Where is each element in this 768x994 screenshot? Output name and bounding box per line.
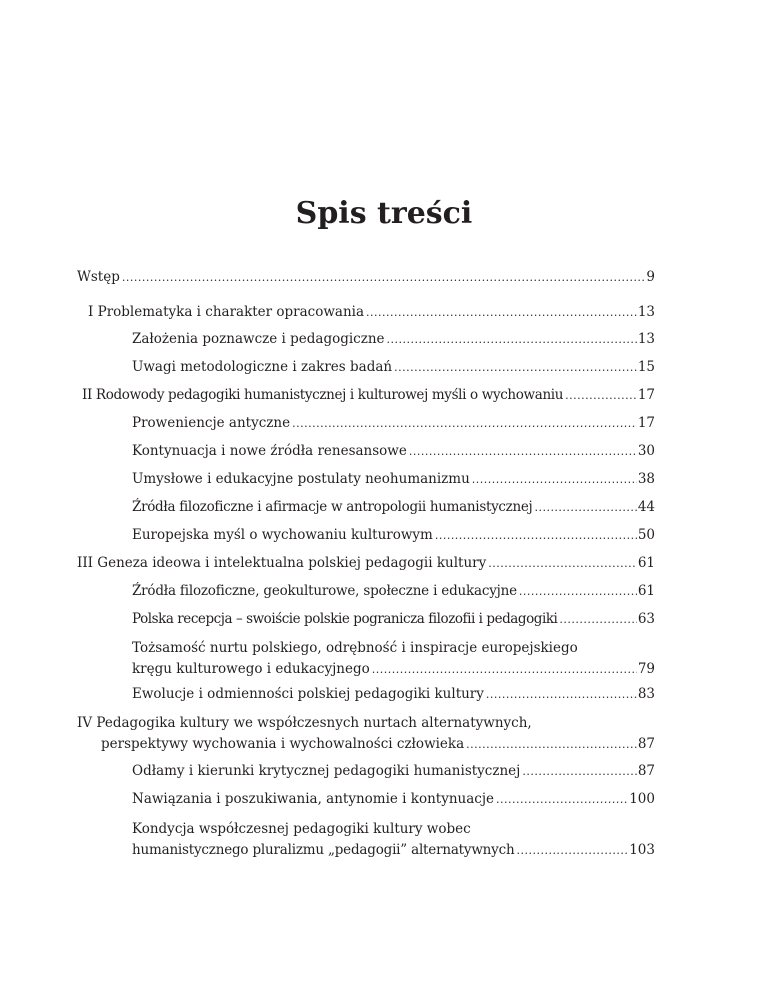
toc-entry-section[interactable] xyxy=(132,357,655,378)
toc-entry-title: I Problematyka i charakter opracowania xyxy=(88,304,365,320)
toc-entry-page: 83 xyxy=(637,686,655,702)
toc-entry-page: 103 xyxy=(629,842,655,858)
toc-entry-chapter-1[interactable] xyxy=(88,302,655,323)
toc-entry-page: 100 xyxy=(629,791,655,807)
dot-leader xyxy=(559,609,636,630)
dot-leader xyxy=(435,525,637,546)
dot-leader xyxy=(366,302,637,323)
dot-leader xyxy=(486,684,637,705)
toc-entry-section[interactable] xyxy=(132,469,655,490)
dot-leader xyxy=(292,413,637,434)
toc-entry-section[interactable] xyxy=(132,684,655,705)
toc-entry-title: Odłamy i kierunki krytycznej pedagogiki humanistycznej xyxy=(132,763,521,779)
toc-entry-page: 63 xyxy=(637,611,655,627)
toc-entry-page: 17 xyxy=(637,387,655,403)
toc-entry-section[interactable] xyxy=(132,761,655,782)
toc-entry-title-line: Kondycja współczesnej pedagogiki kultury wobec xyxy=(132,821,471,837)
dot-leader xyxy=(496,789,628,810)
toc-entry-page: 30 xyxy=(637,443,655,459)
toc-entry-title: Źródła filozoficzne, geokulturowe, społeczne i edukacyjne xyxy=(132,583,517,599)
toc-entry-title: Proweniencje antyczne xyxy=(132,415,291,431)
dot-leader xyxy=(372,659,637,680)
toc-entry-title: Europejska myśl o wychowaniu kulturowym xyxy=(132,527,433,543)
toc-entry-page: 61 xyxy=(637,555,655,571)
toc-entry-section[interactable] xyxy=(132,441,655,462)
toc-entry-page: 9 xyxy=(646,269,655,285)
toc-entry-page: 44 xyxy=(637,499,655,515)
dot-leader xyxy=(522,761,636,782)
toc-entry-chapter-3[interactable] xyxy=(77,553,655,574)
toc-entry-section[interactable] xyxy=(132,638,655,680)
toc-entry-page: 79 xyxy=(637,661,655,677)
toc-entry-page: 15 xyxy=(637,359,655,375)
toc-entry-page: 13 xyxy=(637,331,655,347)
toc-entry-title: kręgu kulturowego i edukacyjnego xyxy=(132,661,370,677)
toc-entry-title: Kontynuacja i nowe źródła renesansowe xyxy=(132,443,407,459)
toc-entry-page: 87 xyxy=(637,763,655,779)
toc-entry-section[interactable] xyxy=(132,609,655,630)
dot-leader xyxy=(534,497,636,518)
toc-entry-section[interactable] xyxy=(132,581,655,602)
toc-entry-page: 17 xyxy=(637,415,655,431)
toc-entry-page: 38 xyxy=(637,471,655,487)
toc-entry-title: Ewolucje i odmienności polskiej pedagogiki kultury xyxy=(132,686,484,702)
dot-leader xyxy=(394,357,637,378)
dot-leader xyxy=(519,581,637,602)
dot-leader xyxy=(516,840,628,861)
toc-entry-page: 13 xyxy=(637,304,655,320)
toc-entry-title-line: IV Pedagogika kultury we współczesnych nurtach alternatywnych, xyxy=(77,715,532,731)
toc-entry-title: III Geneza ideowa i intelektualna polskiej pedagogii kultury xyxy=(77,555,487,571)
dot-leader xyxy=(387,329,637,350)
dot-leader xyxy=(472,469,637,490)
dot-leader xyxy=(565,385,637,406)
toc-entry-title: Źródła filozoficzne i afirmacje w antropologii humanistycznej xyxy=(132,499,533,515)
toc-entry-title: Wstęp xyxy=(77,269,120,285)
toc-entry-section[interactable] xyxy=(132,525,655,546)
toc-entry-title: Umysłowe i edukacyjne postulaty neohumanizmu xyxy=(132,471,470,487)
toc-entry-title: Uwagi metodologiczne i zakres badań xyxy=(132,359,393,375)
toc-entry-section[interactable] xyxy=(132,497,655,518)
dot-leader xyxy=(488,553,637,574)
toc-entry-title-line: Tożsamość nurtu polskiego, odrębność i inspiracje europejskiego xyxy=(132,640,578,656)
toc-entry-wstep[interactable] xyxy=(77,267,655,288)
toc-entry-section[interactable] xyxy=(132,789,655,810)
toc-entry-chapter-2[interactable] xyxy=(82,385,655,406)
toc-entry-section[interactable] xyxy=(132,413,655,434)
toc-entry-section[interactable] xyxy=(132,819,655,861)
toc-entry-chapter-4[interactable] xyxy=(77,713,655,755)
toc-entry-page: 87 xyxy=(637,736,655,752)
page-title: Spis treści xyxy=(295,196,473,231)
toc-entry-page: 61 xyxy=(637,583,655,599)
toc-entry-section[interactable] xyxy=(132,329,655,350)
toc-entry-title: Założenia poznawcze i pedagogiczne xyxy=(132,331,385,347)
dot-leader xyxy=(409,441,637,462)
toc-entry-title: humanistycznego pluralizmu „pedagogii” alternatywnych xyxy=(132,842,515,858)
toc-entry-title: II Rodowody pedagogiki humanistycznej i kulturowej myśli o wychowaniu xyxy=(82,387,564,403)
toc-entry-title: Polska recepcja – swoiście polskie pogranicza filozofii i pedagogiki xyxy=(132,611,558,627)
toc-entry-page: 50 xyxy=(637,527,655,543)
dot-leader xyxy=(466,734,637,755)
dot-leader xyxy=(122,267,646,288)
toc-entry-title: perspektywy wychowania i wychowalności człowieka xyxy=(101,736,465,752)
toc-entry-title: Nawiązania i poszukiwania, antynomie i kontynuacje xyxy=(132,791,495,807)
